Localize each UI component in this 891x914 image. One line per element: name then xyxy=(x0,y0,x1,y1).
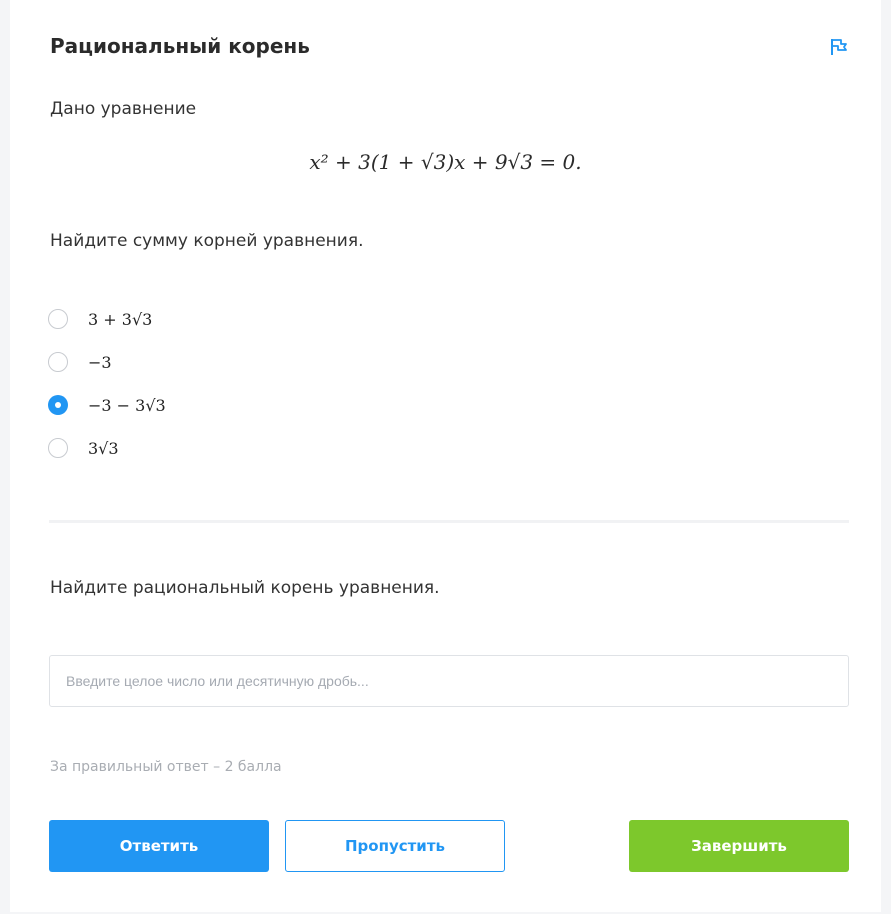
skip-button[interactable]: Пропустить xyxy=(285,820,505,872)
option-3[interactable] xyxy=(48,393,448,417)
intro-text: Дано уравнение xyxy=(50,99,197,119)
option-label: −3 − 3√3 xyxy=(88,395,166,415)
task-title: Рациональный корень xyxy=(50,34,310,58)
question-sum: Найдите сумму корней уравнения. xyxy=(50,231,364,251)
points-hint: За правильный ответ – 2 балла xyxy=(50,759,282,775)
equation: x² + 3(1 + √3)x + 9√3 = 0. xyxy=(309,150,582,174)
radio-button[interactable] xyxy=(48,438,68,458)
flag-icon[interactable] xyxy=(828,36,850,58)
option-label: 3√3 xyxy=(88,438,119,458)
question-rational-root: Найдите рациональный корень уравнения. xyxy=(50,578,440,598)
finish-button[interactable]: Завершить xyxy=(629,820,849,872)
option-label: −3 xyxy=(88,352,112,372)
option-4[interactable] xyxy=(48,436,448,460)
option-1[interactable] xyxy=(48,307,448,331)
answer-input[interactable] xyxy=(49,655,849,707)
option-2[interactable] xyxy=(48,350,448,374)
answer-button[interactable]: Ответить xyxy=(49,820,269,872)
radio-button[interactable] xyxy=(48,352,68,372)
radio-button[interactable] xyxy=(48,309,68,329)
option-label: 3 + 3√3 xyxy=(88,309,153,329)
task-card xyxy=(10,0,881,912)
radio-button-selected[interactable] xyxy=(48,395,68,415)
section-divider xyxy=(49,520,849,523)
